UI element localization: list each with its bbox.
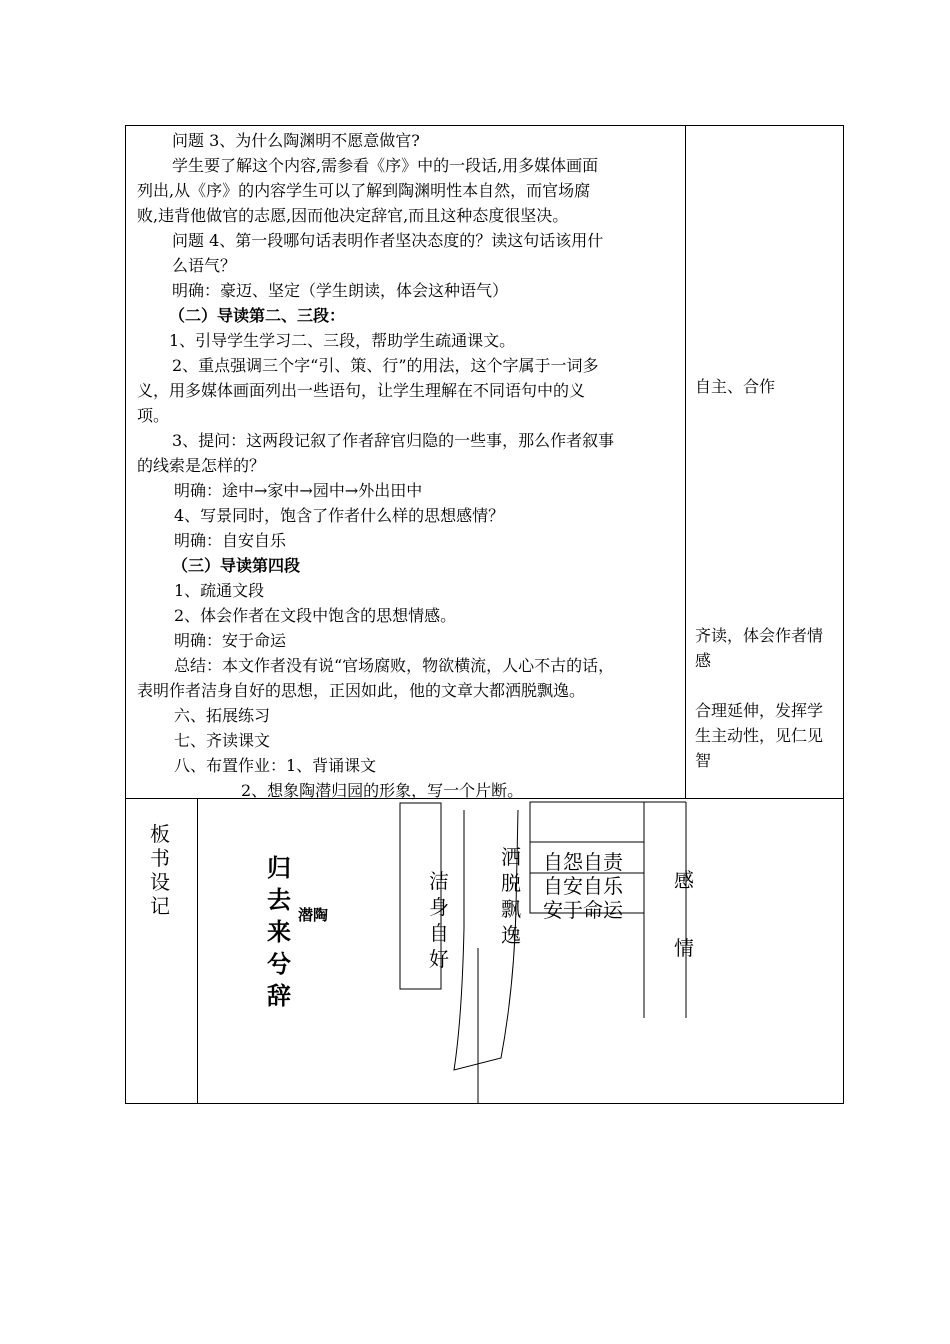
summary-line: 表明作者洁身自好的思想，正因如此，他的文章大都洒脱飘逸。	[137, 681, 586, 700]
text-line: 2、重点强调三个字“引、策、行”的用法，这个字属于一词多	[172, 356, 599, 375]
board-author: 潜陶	[298, 906, 329, 924]
section-heading-3: （三）导读第四段	[172, 556, 301, 575]
text-line: 么语气？	[172, 256, 237, 275]
side-note-1: 自主、合作	[695, 377, 776, 396]
lesson-table	[125, 125, 844, 1104]
board-row3: 安于命运	[543, 898, 623, 922]
question-3: 问题 3、为什么陶渊明不愿意做官?	[172, 131, 420, 150]
board-row1: 自怨自责	[543, 850, 623, 874]
column-divider	[685, 126, 686, 798]
board-col1: 洁身自好	[429, 869, 449, 971]
text-line: 2、体会作者在文段中饱含的思想情感。	[174, 606, 457, 625]
board-label: 板书设记	[150, 822, 170, 918]
lesson-content	[137, 128, 685, 803]
text-line: 项。	[137, 406, 170, 425]
text-line: 4、写景同时，饱含了作者什么样的思想感情？	[174, 506, 505, 525]
question-line: 3、提问：这两段记叙了作者辞官归隐的一些事，那么作者叙事	[172, 431, 615, 450]
answer-line: 明确：自安自乐	[174, 531, 287, 550]
answer-line: 明确：豪迈、坚定（学生朗读，体会这种语气）	[172, 281, 509, 300]
board-diagram	[126, 798, 845, 1104]
board-title: 归去来兮辞	[267, 854, 291, 1010]
text-line: 义，用多媒体画面列出一些语句，让学生理解在不同语句中的义	[137, 381, 586, 400]
board-design	[126, 798, 845, 1104]
section-6: 六、拓展练习	[174, 706, 271, 725]
summary-line: 总结：本文作者没有说“官场腐败，物欲横流，人心不古的话，	[174, 656, 615, 675]
text-line: 的线索是怎样的？	[137, 456, 266, 475]
section-heading-2: （二）导读第二、三段：	[169, 306, 346, 325]
answer-line: 明确：途中→家中→园中→外出田中	[174, 481, 423, 500]
section-7: 七、齐读课文	[174, 731, 271, 750]
text-line: 1、引导学生学习二、三段，帮助学生疏通课文。	[169, 331, 516, 350]
board-emotion-1: 感	[674, 868, 694, 892]
section-8: 八、布置作业：1、背诵课文	[174, 756, 377, 775]
side-note-2: 齐读，体会作者情感	[695, 626, 824, 670]
board-row2: 自安自乐	[543, 874, 623, 898]
answer-line: 明确：安于命运	[174, 631, 287, 650]
text-line: 败,违背他做官的志愿,因而他决定辞官,而且这种态度很坚决。	[137, 206, 569, 225]
question-4: 问题 4、第一段哪句话表明作者坚决态度的？读这句话该用什	[172, 231, 604, 250]
board-col2: 洒脱飘逸	[501, 845, 521, 947]
board-emotion-2: 情	[674, 936, 694, 960]
side-note-3: 合理延伸，发挥学生主动性，见仁见智	[695, 701, 824, 770]
homework-2: 2、想象陶潜归园的形象，写一个片断。	[241, 781, 524, 800]
text-line: 学生要了解这个内容,需参看《序》中的一段话,用多媒体画面	[172, 156, 599, 175]
text-line: 1、疏通文段	[174, 581, 265, 600]
text-line: 列出,从《序》的内容学生可以了解到陶渊明性本自然，而官场腐	[137, 181, 591, 200]
